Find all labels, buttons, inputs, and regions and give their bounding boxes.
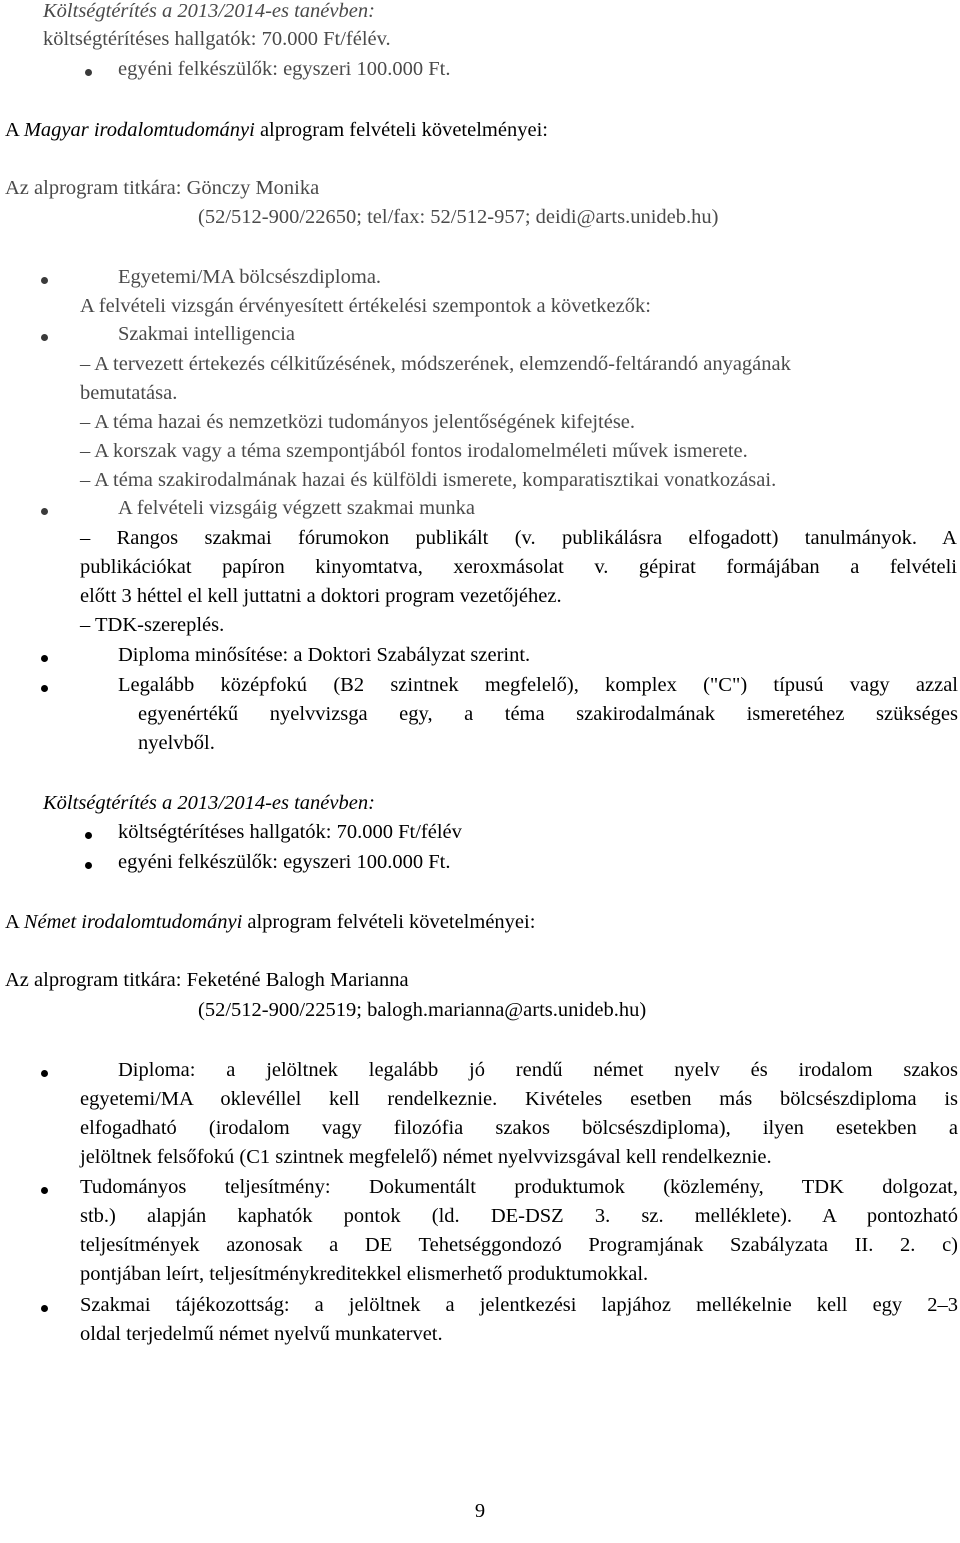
bullet-icon [41, 277, 48, 284]
bullet-icon [41, 1305, 48, 1312]
criterion-dash-5c: előtt 3 héttel el kell juttatni a doktori program vezetőjéhez. [80, 585, 562, 607]
criterion-dash-6: – TDK-szereplés. [80, 614, 225, 636]
fees-line-2a: költségtérítéses hallgatók: 70.000 Ft/félév [118, 821, 462, 843]
fees-line-1b: egyéni felkészülők: egyszeri 100.000 Ft. [118, 58, 451, 80]
fees-line-2b: egyéni felkészülők: egyszeri 100.000 Ft. [118, 851, 451, 873]
fees-heading-1: Költségtérítés a 2013/2014-es tanévben: [43, 0, 375, 22]
lang-req-a: Legalább középfokú (B2 szintnek megfelelő), komplex ("C") típusú vagy azzal [118, 674, 958, 696]
prof-intelligence: Szakmai intelligencia [118, 323, 296, 345]
criterion-dash-3: – A korszak vagy a téma szempontjából fontos irodalomelméleti művek ismerete. [80, 440, 748, 462]
criterion-dash-5b: publikációkat papíron kinyomtatva, xeroxmásolat v. gépirat formájában a felvételi [80, 556, 957, 578]
fees-heading-2: Költségtérítés a 2013/2014-es tanévben: [43, 792, 375, 814]
bullet-icon [41, 655, 48, 662]
criterion-dash-1a: – A tervezett értekezés célkitűzésének, módszerének, elemzendő-feltárandó anyagának [80, 353, 791, 375]
diploma-req-c: elfogadható (irodalom vagy filozófia szakos bölcsészdiploma), ilyen esetekben a [80, 1117, 958, 1139]
prof-work: A felvételi vizsgáig végzett szakmai munka [118, 497, 475, 519]
contact-nemet: (52/512-900/22519; balogh.marianna@arts.unideb.hu) [198, 999, 647, 1021]
section-title-nemet: A Német irodalomtudományi alprogram felvételi követelményei: [5, 911, 536, 933]
bullet-icon [41, 1070, 48, 1077]
fees-line-1a: költségtérítéses hallgatók: 70.000 Ft/félév. [43, 28, 391, 50]
criterion-dash-2: – A téma hazai és nemzetközi tudományos jelentőségének kifejtése. [80, 411, 636, 433]
lang-req-b: egyenértékű nyelvvizsga egy, a téma szakirodalmának ismeretéhez szükséges [138, 703, 958, 725]
criterion-dash-5a: – Rangos szakmai fórumokon publikált (v. publikálásra elfogadott) tanulmányok. A [80, 527, 957, 549]
bullet-icon [41, 1187, 48, 1194]
scientific-b: stb.) alapján kaphatók pontok (ld. DE-DSZ 3. sz. melléklete). A pontozható [80, 1205, 958, 1227]
criteria-intro: A felvételi vizsgán érvényesített értékelési szempontok a következők: [80, 295, 651, 317]
scientific-d: pontjában leírt, teljesítménykreditekkel elismerhető produktumokkal. [80, 1263, 649, 1285]
bullet-icon [41, 685, 48, 692]
page-number: 9 [474, 1500, 486, 1522]
section-title-magyar: A Magyar irodalomtudományi alprogram felvételi követelményei: [5, 119, 548, 141]
diploma-req-a: Diploma: a jelöltnek legalább jó rendű német nyelv és irodalom szakos [118, 1059, 958, 1081]
criterion-dash-1b: bemutatása. [80, 382, 178, 404]
orientation-b: oldal terjedelmű német nyelvű munkatervet. [80, 1323, 443, 1345]
scientific-c: teljesítmények azonosak a DE Tehetséggondozó Programjának Szabályzata II. 2. c) [80, 1234, 958, 1256]
secretary-magyar: Az alprogram titkára: Gönczy Monika [5, 177, 320, 199]
bullet-icon [85, 832, 92, 839]
bullet-icon [85, 69, 92, 76]
lang-req-c: nyelvből. [138, 732, 215, 754]
secretary-nemet: Az alprogram titkára: Feketéné Balogh Marianna [5, 969, 409, 991]
diploma-req-d: jelöltnek felsőfokú (C1 szintnek megfelelő) német nyelvvizsgával kell rendelkeznie. [80, 1146, 772, 1168]
scientific-a: Tudományos teljesítmény: Dokumentált produktumok (közlemény, TDK dolgozat, [80, 1176, 958, 1198]
req-diploma: Egyetemi/MA bölcsészdiploma. [118, 266, 382, 288]
bullet-icon [41, 334, 48, 341]
bullet-icon [85, 862, 92, 869]
diploma-grade: Diploma minősítése: a Doktori Szabályzat szerint. [118, 644, 531, 666]
criterion-dash-4: – A téma szakirodalmának hazai és külföldi ismerete, komparatisztikai vonatkozásai. [80, 469, 777, 491]
bullet-icon [41, 508, 48, 515]
diploma-req-b: egyetemi/MA oklevéllel kell rendelkeznie. Kivételes esetben más bölcsészdiploma is [80, 1088, 958, 1110]
orientation-a: Szakmai tájékozottság: a jelöltnek a jelentkezési lapjához mellékelnie kell egy 2–3 [80, 1294, 958, 1316]
contact-magyar: (52/512-900/22650; tel/fax: 52/512-957; deidi@arts.unideb.hu) [198, 206, 719, 228]
